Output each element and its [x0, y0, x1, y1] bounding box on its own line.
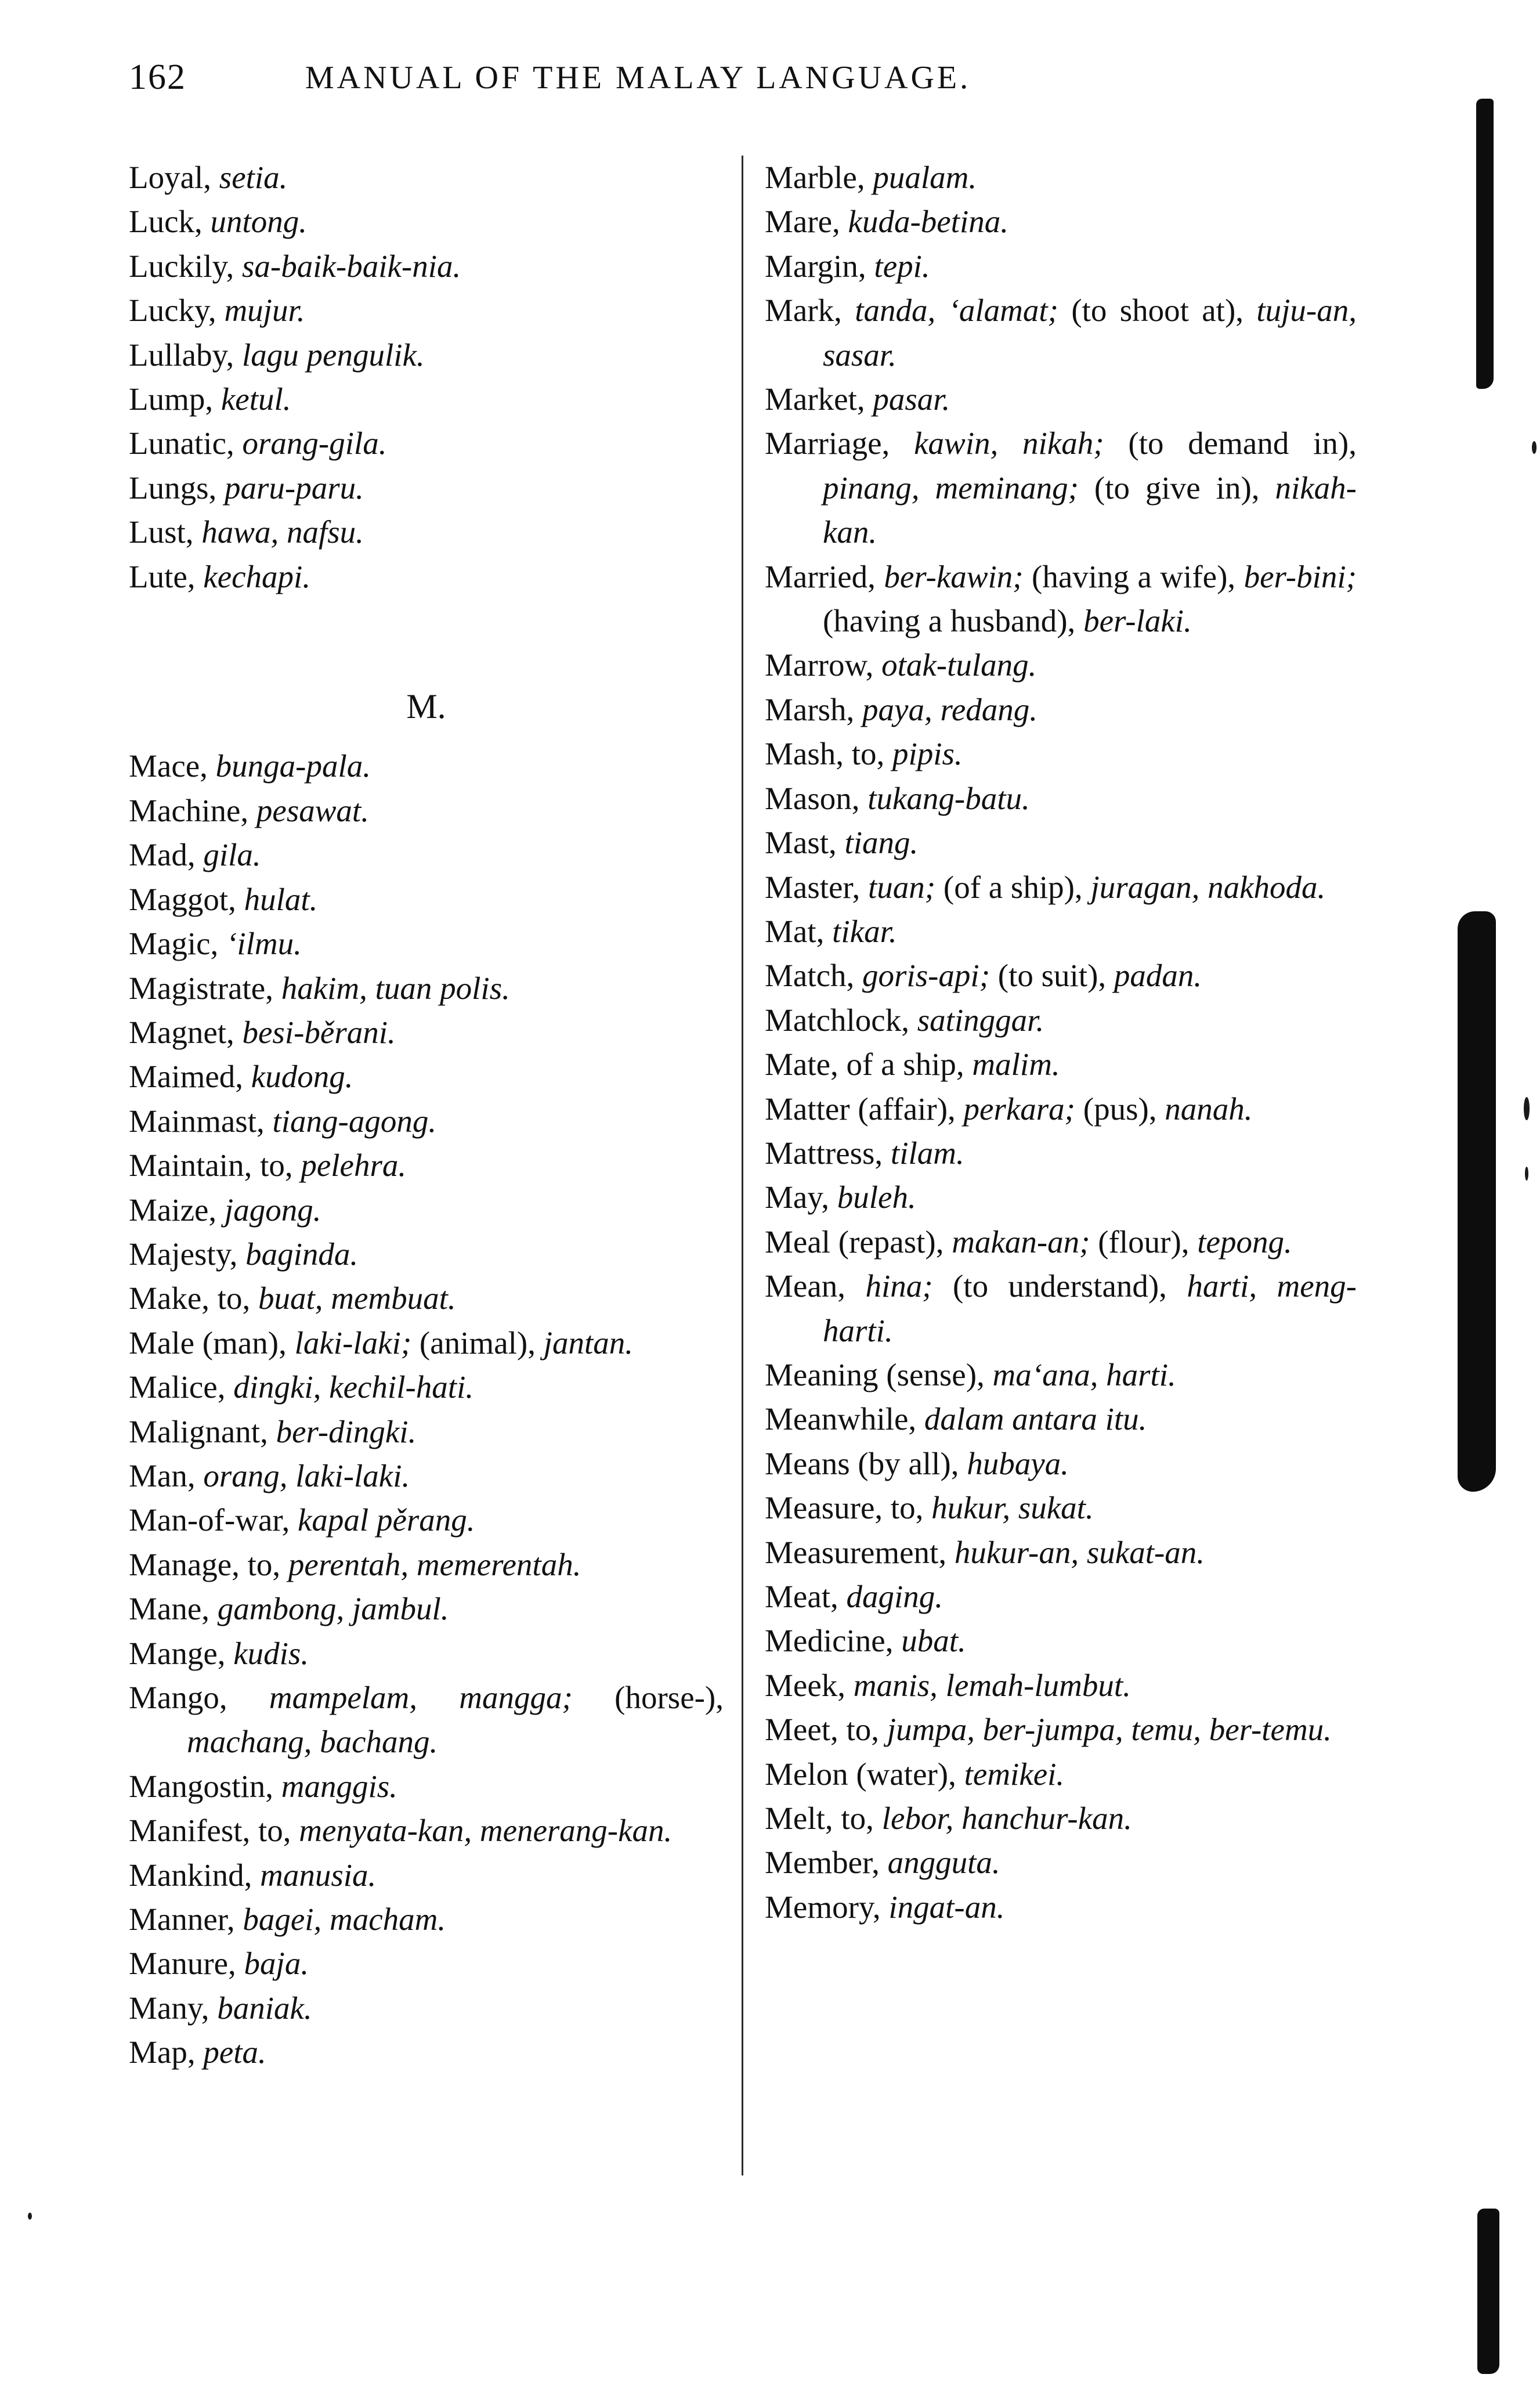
english-term: Luckily,	[129, 248, 242, 284]
malay-translation: hawa, nafsu.	[201, 514, 364, 550]
malay-translation: ingat-an.	[888, 1889, 1005, 1925]
english-term: Mange,	[129, 1635, 234, 1671]
dictionary-entry	[129, 1897, 724, 1942]
english-term: Melt, to,	[765, 1801, 882, 1836]
english-term: (pus),	[1075, 1091, 1165, 1127]
english-term: Mean,	[765, 1268, 866, 1304]
dictionary-entry	[765, 643, 1357, 687]
malay-translation: bagei, macham.	[243, 1902, 446, 1937]
dictionary-entry	[765, 1397, 1357, 1441]
english-term: Lunatic,	[129, 425, 243, 461]
dictionary-entry	[129, 1188, 724, 1232]
dictionary-entry	[129, 922, 724, 966]
dictionary-entry	[765, 821, 1357, 865]
column-divider	[742, 156, 743, 2175]
right-column	[765, 156, 1357, 1929]
malay-translation: tiang.	[844, 825, 919, 861]
english-term: Lullaby,	[129, 337, 242, 373]
english-term: Mare,	[765, 204, 848, 240]
english-term: Mainmast,	[129, 1103, 273, 1139]
english-term: Lump,	[129, 381, 221, 417]
english-term: Magistrate,	[129, 970, 281, 1006]
dictionary-entry	[129, 1498, 724, 1542]
english-term: (having a husband),	[823, 603, 1084, 639]
dictionary-entry	[765, 732, 1357, 776]
entries-m-section-left	[129, 744, 724, 2074]
malay-translation: ketul.	[220, 381, 291, 417]
dictionary-entry	[129, 510, 724, 554]
dictionary-entry	[129, 421, 724, 466]
english-term: Make, to,	[129, 1280, 259, 1316]
malay-translation: tepong.	[1197, 1224, 1292, 1260]
running-title: MANUAL OF THE MALAY LANGUAGE.	[305, 60, 971, 96]
english-term: Malice,	[129, 1369, 234, 1405]
malay-translation: tepi.	[874, 248, 930, 284]
malay-translation: tuan;	[868, 869, 936, 905]
dictionary-entry	[765, 1220, 1357, 1264]
malay-translation: ubat.	[901, 1623, 966, 1659]
malay-translation: pinang, meminang;	[823, 470, 1079, 506]
malay-translation: peta.	[203, 2034, 266, 2070]
dictionary-entry	[765, 1575, 1357, 1619]
english-term: (to shoot at),	[1058, 293, 1257, 329]
english-term: Marsh,	[765, 691, 863, 727]
page-number: 162	[129, 57, 186, 97]
malay-translation: baja.	[244, 1946, 309, 1982]
english-term: Maimed,	[129, 1059, 251, 1095]
english-term: Medicine,	[765, 1623, 902, 1659]
ink-speck	[28, 2213, 32, 2220]
english-term: Master,	[765, 869, 869, 905]
english-term: Manifest, to,	[129, 1813, 299, 1849]
malay-translation: dingki, kechil-hati.	[233, 1369, 474, 1405]
english-term: Man-of-war,	[129, 1502, 298, 1538]
english-term: Manner,	[129, 1902, 243, 1937]
dictionary-entry	[765, 1442, 1357, 1486]
english-term: Machine,	[129, 792, 256, 828]
english-term: Mat,	[765, 913, 833, 949]
english-term: (flour),	[1090, 1224, 1198, 1260]
english-term: Meet, to,	[765, 1712, 887, 1748]
malay-translation: kapal pěrang.	[298, 1502, 475, 1538]
malay-translation: pasar.	[873, 381, 950, 417]
malay-translation: hulat.	[244, 881, 318, 917]
english-term: (to demand in),	[1104, 425, 1357, 461]
english-term: Loyal,	[129, 160, 219, 195]
english-term: Maintain, to,	[129, 1148, 301, 1184]
malay-translation: manusia.	[260, 1857, 377, 1893]
english-term: Meal (repast),	[765, 1224, 952, 1260]
english-term: Meanwhile,	[765, 1401, 924, 1437]
english-term: Measure, to,	[765, 1490, 932, 1526]
english-term: Mango,	[129, 1680, 269, 1715]
dictionary-entry	[129, 1543, 724, 1587]
malay-translation: menyata-kan, menerang-kan.	[299, 1813, 673, 1849]
dictionary-entry	[129, 1676, 724, 1765]
malay-translation: makan-an;	[952, 1224, 1090, 1260]
english-term: Married,	[765, 558, 884, 594]
dictionary-entry	[765, 377, 1357, 421]
dictionary-entry	[765, 777, 1357, 821]
dictionary-entry	[765, 1796, 1357, 1841]
malay-translation: pipis.	[892, 736, 963, 772]
dictionary-entry	[129, 1765, 724, 1809]
malay-translation: paru-paru.	[225, 470, 364, 506]
dictionary-entry	[765, 200, 1357, 244]
dictionary-entry	[129, 1365, 724, 1409]
malay-translation: orang-gila.	[242, 425, 387, 461]
english-term: (horse-),	[572, 1680, 724, 1715]
malay-translation: orang, laki-laki.	[203, 1457, 410, 1493]
malay-translation: gambong, jambul.	[217, 1591, 449, 1627]
english-term: Meat,	[765, 1579, 847, 1614]
dictionary-entry	[129, 156, 724, 200]
dictionary-entry	[129, 1632, 724, 1676]
malay-translation: angguta.	[887, 1845, 1000, 1881]
english-term: Meaning (sense),	[765, 1356, 993, 1392]
dictionary-entry	[129, 1853, 724, 1897]
malay-translation: gila.	[203, 837, 261, 873]
malay-translation: daging.	[846, 1579, 943, 1614]
malay-translation: sa-baik-baik-nia.	[242, 248, 461, 284]
dictionary-entry	[765, 1619, 1357, 1663]
malay-translation: paya, redang.	[862, 691, 1037, 727]
english-term: Meek,	[765, 1667, 854, 1703]
english-term: Mattress,	[765, 1135, 891, 1171]
english-term: Marble,	[765, 160, 873, 195]
malay-translation: manis, lemah-lumbut.	[853, 1667, 1131, 1703]
english-term: Maggot,	[129, 881, 244, 917]
ink-speck	[1524, 1097, 1530, 1120]
malay-translation: dalam antara itu.	[924, 1401, 1147, 1437]
dictionary-entry	[765, 244, 1357, 288]
dictionary-entry	[129, 833, 724, 877]
dictionary-entry	[129, 1809, 724, 1853]
english-term: Mad,	[129, 837, 204, 873]
dictionary-entry	[129, 744, 724, 788]
dictionary-entry	[129, 1232, 724, 1276]
dictionary-entry	[765, 1885, 1357, 1929]
malay-translation: mampelam, mangga;	[269, 1680, 573, 1715]
dictionary-entry	[129, 1143, 724, 1188]
malay-translation: ma‘ana, harti.	[992, 1356, 1176, 1392]
malay-translation: goris-api;	[862, 958, 990, 994]
english-term: Male (man),	[129, 1325, 295, 1361]
malay-translation: hina;	[865, 1268, 933, 1304]
malay-translation: baniak.	[217, 1990, 312, 2026]
dictionary-entry	[129, 1011, 724, 1055]
dictionary-entry	[765, 156, 1357, 200]
malay-translation: setia.	[219, 160, 288, 195]
dictionary-entry	[765, 1042, 1357, 1087]
english-term: Majesty,	[129, 1236, 246, 1272]
malay-translation: jantan.	[543, 1325, 634, 1361]
english-term: Measurement,	[765, 1534, 955, 1570]
dictionary-entry	[129, 1454, 724, 1498]
ink-blot	[1476, 99, 1494, 389]
malay-translation: nikah-kan.	[823, 470, 1357, 550]
dictionary-entry	[765, 1752, 1357, 1796]
malay-translation: bunga-pala.	[215, 748, 371, 784]
dictionary-entry	[765, 688, 1357, 732]
dictionary-entry	[129, 1942, 724, 1986]
malay-translation: ‘ilmu.	[226, 926, 302, 962]
malay-translation: juragan, nakhoda.	[1090, 869, 1326, 905]
english-term: Many,	[129, 1990, 218, 2026]
malay-translation: buleh.	[837, 1179, 916, 1215]
malay-translation: perentah, memerentah.	[288, 1546, 581, 1582]
english-term: Malignant,	[129, 1413, 276, 1449]
malay-translation: laki-laki;	[294, 1325, 412, 1361]
english-term: Mason,	[765, 780, 868, 816]
dictionary-entry	[765, 1087, 1357, 1131]
malay-translation: lebor, hanchur-kan.	[881, 1801, 1132, 1836]
malay-translation: besi-běrani.	[242, 1014, 396, 1050]
malay-translation: jagong.	[224, 1192, 321, 1228]
malay-translation: baginda.	[245, 1236, 359, 1272]
entries-m-section-right	[765, 156, 1357, 1929]
english-term: Magnet,	[129, 1014, 243, 1050]
malay-translation: kechapi.	[203, 558, 311, 594]
malay-translation: satinggar.	[917, 1002, 1044, 1038]
english-term: Map,	[129, 2034, 204, 2070]
dictionary-entry	[765, 1531, 1357, 1575]
english-term: Matchlock,	[765, 1002, 917, 1038]
english-term: Memory,	[765, 1889, 889, 1925]
malay-translation: malim.	[972, 1047, 1060, 1083]
malay-translation: hukur-an, sukat-an.	[954, 1534, 1205, 1570]
malay-translation: tuju-an, sasar.	[823, 293, 1357, 373]
dictionary-entry	[129, 466, 724, 510]
malay-translation: tilam.	[890, 1135, 964, 1171]
english-term: Marrow,	[765, 647, 882, 683]
malay-translation: tukang-batu.	[867, 780, 1030, 816]
english-term: (of a ship),	[935, 869, 1091, 905]
english-term: (having a wife),	[1023, 558, 1244, 594]
dictionary-entry	[129, 377, 724, 421]
english-term: Magic,	[129, 926, 227, 962]
dictionary-entry	[129, 333, 724, 377]
malay-translation: hubaya.	[967, 1445, 1069, 1481]
malay-translation: kawin, nikah;	[914, 425, 1104, 461]
ink-blot	[1458, 911, 1496, 1492]
dictionary-entry	[765, 1353, 1357, 1397]
english-term: Match,	[765, 958, 863, 994]
dictionary-entry	[129, 1986, 724, 2030]
english-term: (to suit),	[990, 958, 1114, 994]
dictionary-entry	[765, 1841, 1357, 1885]
malay-translation: temikei.	[964, 1756, 1065, 1792]
ink-speck	[1532, 441, 1537, 454]
ink-blot	[1477, 2209, 1499, 2374]
malay-translation: jumpa, ber-jumpa, temu, ber-temu.	[887, 1712, 1332, 1748]
dictionary-entry	[129, 1099, 724, 1143]
dictionary-entry	[129, 1587, 724, 1631]
dictionary-entry	[129, 555, 724, 599]
dictionary-entry	[765, 1264, 1357, 1353]
malay-translation: ber-laki.	[1083, 603, 1192, 639]
english-term: Melon (water),	[765, 1756, 964, 1792]
dictionary-entry	[129, 200, 724, 244]
english-term: Member,	[765, 1845, 888, 1881]
english-term: Mate, of a ship,	[765, 1047, 973, 1083]
english-term: Lungs,	[129, 470, 225, 506]
malay-translation: pesawat.	[256, 792, 369, 828]
dictionary-entry	[129, 2030, 724, 2074]
english-term: May,	[765, 1179, 837, 1215]
malay-translation: tanda, ‘alamat;	[855, 293, 1058, 329]
section-heading-m: M.	[406, 687, 446, 726]
malay-translation: hukur, sukat.	[931, 1490, 1094, 1526]
dictionary-entry	[765, 865, 1357, 910]
english-term: Lust,	[129, 514, 202, 550]
english-term: Manure,	[129, 1946, 244, 1982]
english-term: Mash, to,	[765, 736, 892, 772]
malay-translation: kuda-betina.	[848, 204, 1008, 240]
english-term: Market,	[765, 381, 873, 417]
malay-translation: machang, bachang.	[187, 1724, 438, 1760]
english-term: Man,	[129, 1457, 204, 1493]
dictionary-entry	[129, 1410, 724, 1454]
left-column	[129, 156, 724, 2075]
dictionary-entry	[765, 954, 1357, 998]
malay-translation: tikar.	[832, 913, 897, 949]
malay-translation: otak-tulang.	[881, 647, 1037, 683]
malay-translation: harti, meng-harti.	[823, 1268, 1357, 1348]
malay-translation: ber-bini;	[1243, 558, 1357, 594]
dictionary-entry	[129, 878, 724, 922]
dictionary-entry	[765, 1131, 1357, 1175]
dictionary-entry	[129, 1321, 724, 1365]
dictionary-entry	[765, 1664, 1357, 1708]
dictionary-entry	[765, 1708, 1357, 1752]
english-term: (animal),	[411, 1325, 544, 1361]
page-header	[129, 57, 1147, 109]
dictionary-entry	[129, 1055, 724, 1099]
malay-translation: buat, membuat.	[258, 1280, 456, 1316]
english-term: Lucky,	[129, 293, 225, 329]
malay-translation: pualam.	[873, 160, 977, 195]
entries-l-section	[129, 156, 724, 599]
english-term: Mark,	[765, 293, 855, 329]
english-term: Margin,	[765, 248, 874, 284]
english-term: Mangostin,	[129, 1768, 281, 1804]
english-term: Manage, to,	[129, 1546, 288, 1582]
malay-translation: manggis.	[281, 1768, 397, 1804]
malay-translation: pelehra.	[301, 1148, 407, 1184]
english-term: Means (by all),	[765, 1445, 967, 1481]
dictionary-entry	[129, 966, 724, 1011]
english-term: (to understand),	[932, 1268, 1187, 1304]
malay-translation: ber-dingki.	[276, 1413, 417, 1449]
dictionary-entry	[129, 1276, 724, 1320]
english-term: Marriage,	[765, 425, 914, 461]
malay-translation: perkara;	[963, 1091, 1075, 1127]
dictionary-entry	[129, 789, 724, 833]
dictionary-entry	[765, 421, 1357, 554]
dictionary-entry	[129, 244, 724, 288]
dictionary-entry	[765, 910, 1357, 954]
malay-translation: untong.	[210, 204, 308, 240]
dictionary-entry	[765, 998, 1357, 1042]
malay-translation: kudong.	[251, 1059, 353, 1095]
english-term: Mankind,	[129, 1857, 261, 1893]
malay-translation: nanah.	[1165, 1091, 1253, 1127]
ink-speck	[1525, 1167, 1528, 1181]
english-term: Mast,	[765, 825, 845, 861]
english-term: Matter (affair),	[765, 1091, 964, 1127]
malay-translation: lagu pengulik.	[242, 337, 425, 373]
malay-translation: mujur.	[224, 293, 305, 329]
dictionary-entry	[765, 288, 1357, 377]
malay-translation: ber-kawin;	[884, 558, 1024, 594]
dictionary-entry	[765, 1175, 1357, 1219]
malay-translation: kudis.	[233, 1635, 309, 1671]
malay-translation: hakim, tuan polis.	[281, 970, 510, 1006]
english-term: Mane,	[129, 1591, 218, 1627]
english-term: (to give in),	[1078, 470, 1275, 506]
dictionary-entry	[129, 288, 724, 333]
dictionary-entry	[765, 555, 1357, 644]
malay-translation: padan.	[1114, 958, 1202, 994]
english-term: Maize,	[129, 1192, 225, 1228]
malay-translation: tiang-agong.	[272, 1103, 437, 1139]
english-term: Mace,	[129, 748, 216, 784]
dictionary-entry	[765, 1486, 1357, 1530]
english-term: Luck,	[129, 204, 211, 240]
english-term: Lute,	[129, 558, 204, 594]
